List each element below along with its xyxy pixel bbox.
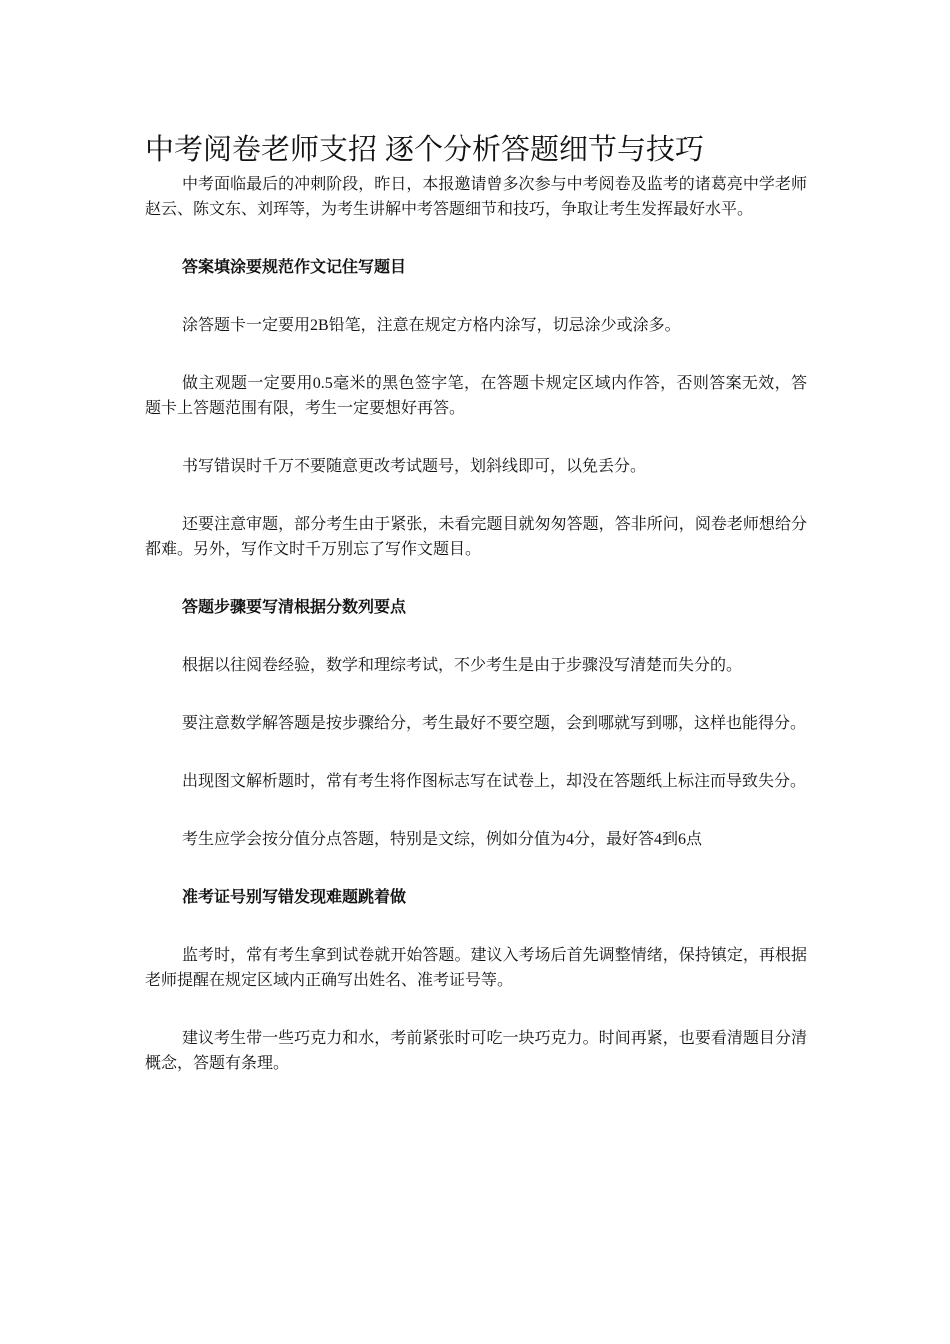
paragraph: 监考时，常有考生拿到试卷就开始答题。建议入考场后首先调整情绪，保持镇定，再根据老师提醒在规定区域内正确写出姓名、准考证号等。 xyxy=(145,947,807,989)
document-title: 中考阅卷老师支招 逐个分析答题细节与技巧 xyxy=(145,134,705,166)
section-heading-answer-steps: 答题步骤要写清根据分数列要点 xyxy=(182,599,407,616)
paragraph: 书写错误时千万不要随意更改考试题号，划斜线即可，以免丢分。 xyxy=(182,458,647,475)
section-heading-exam-number: 准考证号别写错发现难题跳着做 xyxy=(182,889,407,906)
paragraph: 考生应学会按分值分点答题，特别是文综，例如分值为4分，最好答4到6点 xyxy=(182,831,703,848)
document-page xyxy=(145,128,807,1076)
paragraph: 做主观题一定要用0.5毫米的黑色签字笔，在答题卡规定区域内作答，否则答案无效，答题卡上答题范围有限，考生一定要想好再答。 xyxy=(145,375,807,417)
paragraph: 涂答题卡一定要用2B铅笔，注意在规定方格内涂写，切忌涂少或涂多。 xyxy=(182,317,681,334)
paragraph: 根据以往阅卷经验，数学和理综考试，不少考生是由于步骤没写清楚而失分的。 xyxy=(182,657,743,674)
paragraph: 建议考生带一些巧克力和水，考前紧张时可吃一块巧克力。时间再紧，也要看清题目分清概念，答题有条理。 xyxy=(145,1030,807,1072)
section-heading-answer-filling: 答案填涂要规范作文记住写题目 xyxy=(182,259,407,276)
paragraph: 要注意数学解答题是按步骤给分，考生最好不要空题，会到哪就写到哪，这样也能得分。 xyxy=(182,715,807,732)
paragraph: 还要注意审题，部分考生由于紧张，未看完题目就匆匆答题，答非所问，阅卷老师想给分都难。另外，写作文时千万别忘了写作文题目。 xyxy=(145,516,807,558)
paragraph: 出现图文解析题时，常有考生将作图标志写在试卷上，却没在答题纸上标注而导致失分。 xyxy=(182,773,807,790)
intro-paragraph: 中考面临最后的冲刺阶段，昨日，本报邀请曾多次参与中考阅卷及监考的诸葛亮中学老师赵云、陈文东、刘珲等，为考生讲解中考答题细节和技巧，争取让考生发挥最好水平。 xyxy=(145,176,807,218)
